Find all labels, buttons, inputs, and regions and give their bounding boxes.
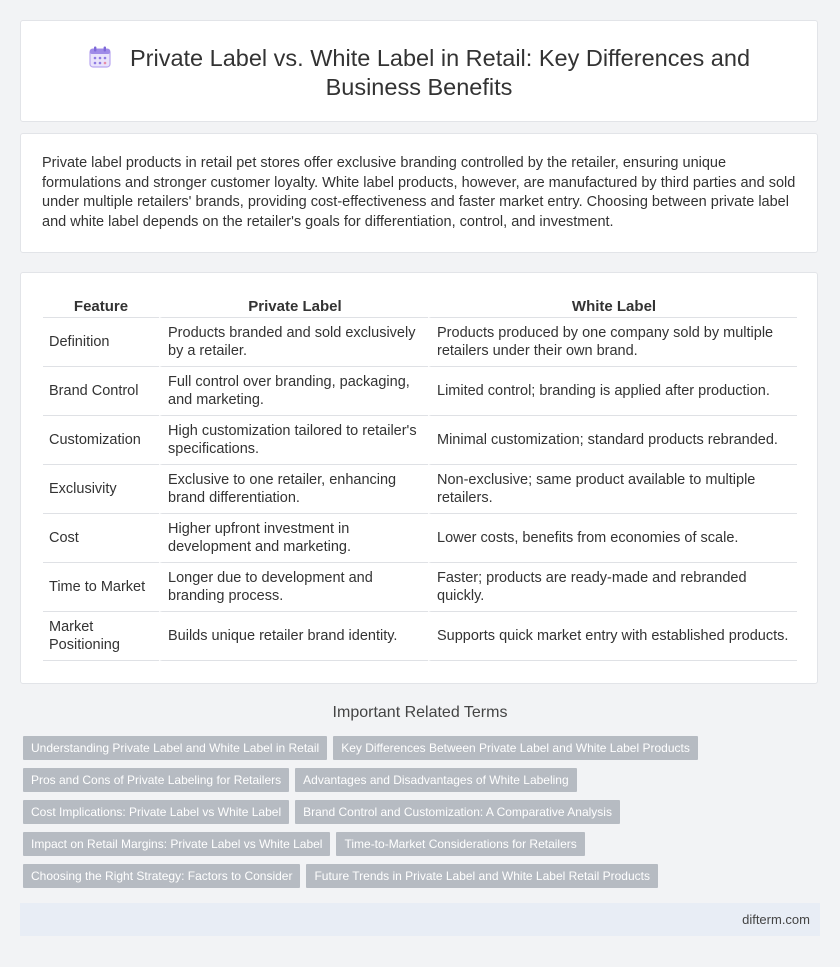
white-label-cell: Faster; products are ready-made and rebranded quickly. — [428, 563, 797, 612]
white-label-cell: Lower costs, benefits from economies of scale. — [428, 514, 797, 563]
related-terms-heading: Important Related Terms — [332, 704, 508, 721]
feature-cell: Market Positioning — [43, 612, 159, 661]
column-header-white-label: White Label — [428, 295, 797, 318]
private-label-cell: Exclusive to one retailer, enhancing brand differentiation. — [159, 465, 428, 514]
private-label-cell: Full control over branding, packaging, and marketing. — [159, 367, 428, 416]
white-label-cell: Limited control; branding is applied after production. — [428, 367, 797, 416]
related-term-tag[interactable]: Pros and Cons of Private Labeling for Retailers — [23, 768, 289, 792]
related-term-tag[interactable]: Future Trends in Private Label and White Label Retail Products — [306, 864, 658, 888]
feature-cell: Definition — [43, 318, 159, 367]
white-label-cell: Non-exclusive; same product available to multiple retailers. — [428, 465, 797, 514]
related-term-tag[interactable]: Brand Control and Customization: A Comparative Analysis — [295, 800, 620, 824]
table-header-row — [43, 295, 797, 318]
white-label-cell: Minimal customization; standard products rebranded. — [428, 416, 797, 465]
page-title — [81, 44, 757, 102]
private-label-cell: Higher upfront investment in development and marketing. — [159, 514, 428, 563]
white-label-cell: Products produced by one company sold by multiple retailers under their own brand. — [428, 318, 797, 367]
column-header-private-label: Private Label — [159, 295, 428, 318]
related-term-tag[interactable]: Cost Implications: Private Label vs White Label — [23, 800, 289, 824]
comparison-table-card — [20, 272, 818, 684]
related-terms-list — [23, 736, 813, 896]
table-row — [43, 465, 797, 514]
table-row — [43, 318, 797, 367]
related-term-tag[interactable]: Key Differences Between Private Label and White Label Products — [333, 736, 698, 760]
header-card — [20, 20, 818, 122]
table-row — [43, 416, 797, 465]
intro-card — [20, 133, 818, 253]
column-header-feature: Feature — [43, 295, 159, 318]
feature-cell: Customization — [43, 416, 159, 465]
feature-cell: Cost — [43, 514, 159, 563]
footer — [20, 903, 820, 936]
site-name[interactable]: difterm.com — [742, 912, 810, 927]
feature-cell: Time to Market — [43, 563, 159, 612]
intro-paragraph: Private label products in retail pet stores offer exclusive branding controlled by the retailer, ensuring unique formulations and stronger customer loyalty. White label products, however, are manufactured by third parties and sold under multiple retailers' brands, providing cost-effectiveness and faster market entry. Choosing between private label and white label depends on the retailer's goals for differentiation, control, and investment. — [42, 155, 796, 230]
table-row — [43, 563, 797, 612]
private-label-cell: High customization tailored to retailer's specifications. — [159, 416, 428, 465]
related-term-tag[interactable]: Impact on Retail Margins: Private Label vs White Label — [23, 832, 330, 856]
feature-cell: Exclusivity — [43, 465, 159, 514]
comparison-table — [43, 295, 797, 661]
private-label-cell: Products branded and sold exclusively by a retailer. — [159, 318, 428, 367]
table-row — [43, 367, 797, 416]
private-label-cell: Longer due to development and branding process. — [159, 563, 428, 612]
feature-cell: Brand Control — [43, 367, 159, 416]
related-term-tag[interactable]: Choosing the Right Strategy: Factors to Consider — [23, 864, 300, 888]
table-row — [43, 612, 797, 661]
page-title-text: Private Label vs. White Label in Retail: Key Differences and Business Benefits — [129, 45, 751, 100]
calendar-icon — [88, 45, 112, 69]
related-term-tag[interactable]: Time-to-Market Considerations for Retailers — [336, 832, 584, 856]
private-label-cell: Builds unique retailer brand identity. — [159, 612, 428, 661]
white-label-cell: Supports quick market entry with established products. — [428, 612, 797, 661]
related-term-tag[interactable]: Understanding Private Label and White Label in Retail — [23, 736, 327, 760]
related-term-tag[interactable]: Advantages and Disadvantages of White Labeling — [295, 768, 577, 792]
table-row — [43, 514, 797, 563]
